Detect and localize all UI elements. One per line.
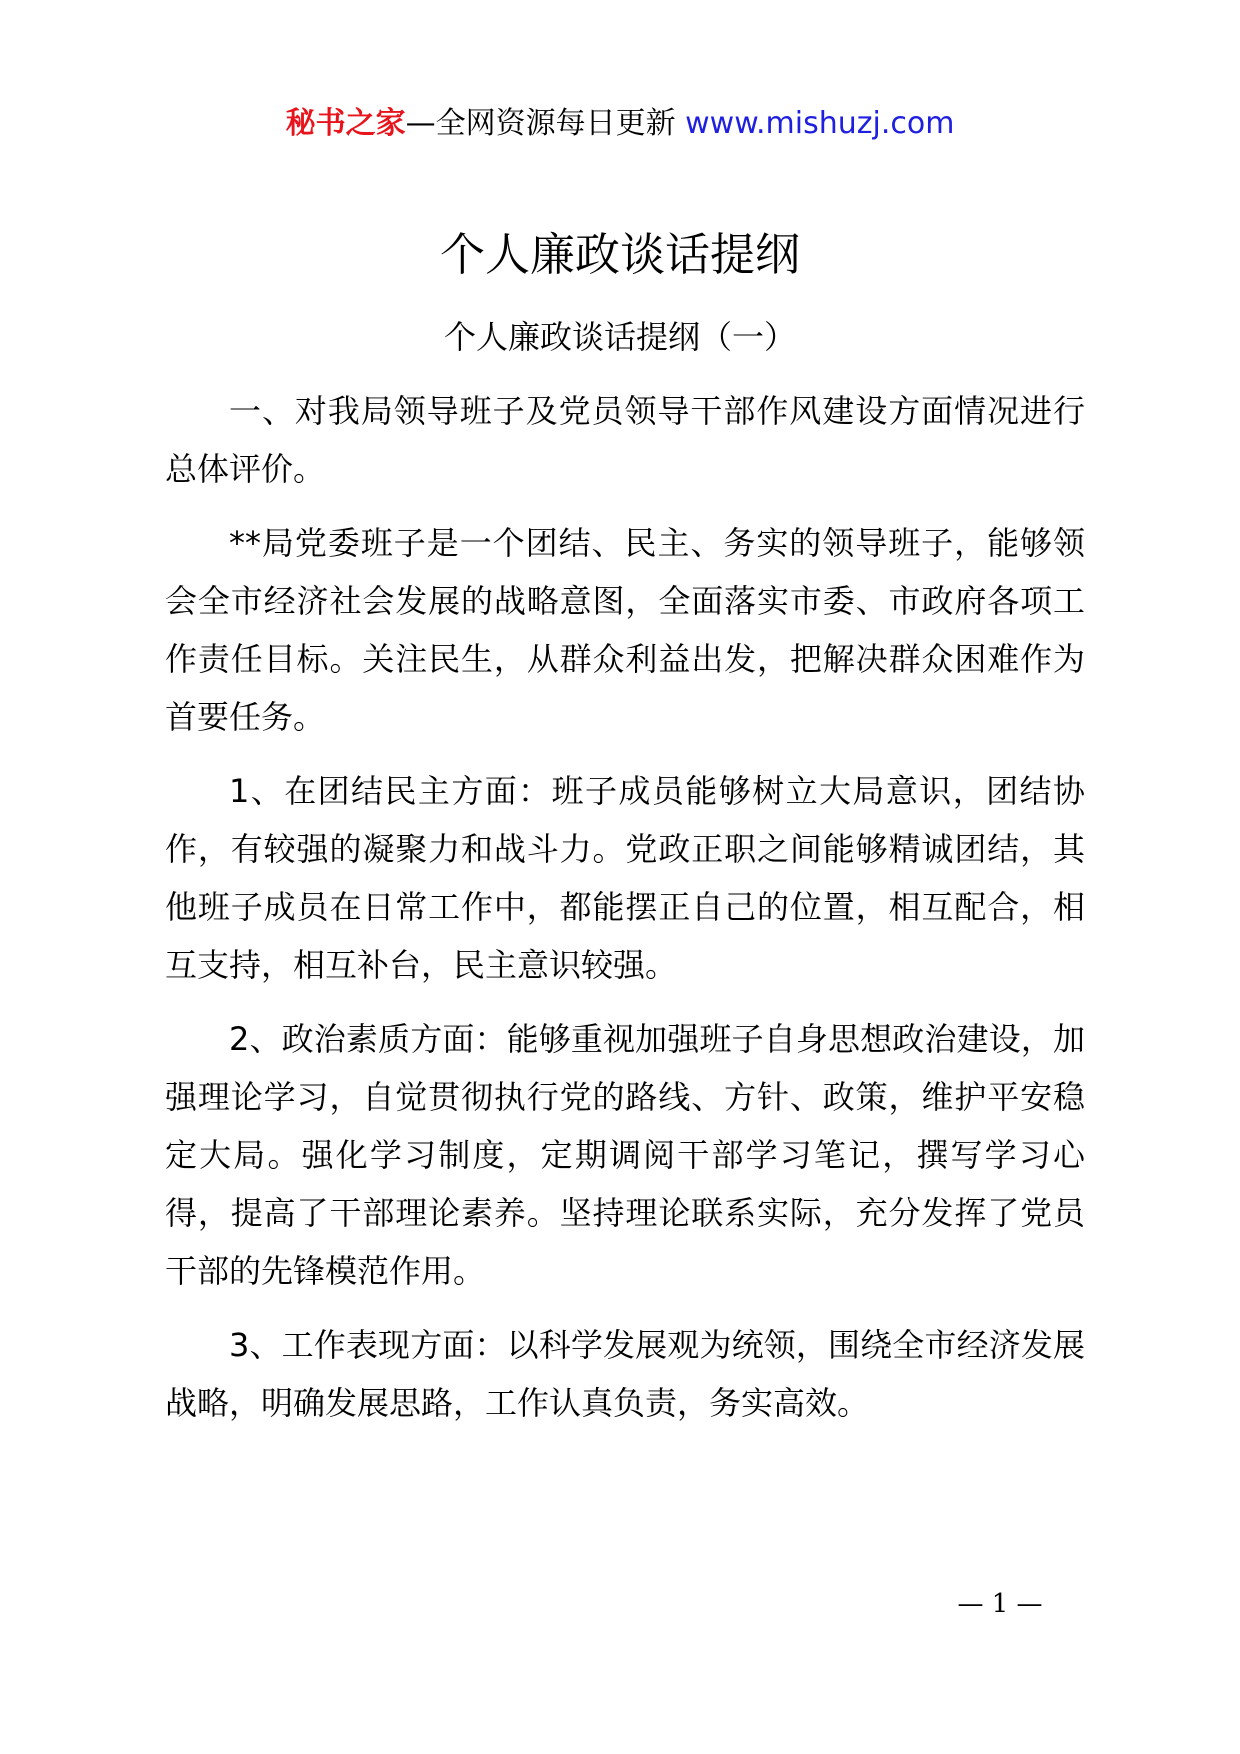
- page-number: — 1 —: [957, 1589, 1043, 1619]
- document-subtitle: 个人廉政谈话提纲（一）: [443, 318, 796, 356]
- brand-name: 秘书之家: [285, 106, 406, 141]
- document-body: [165, 382, 1085, 1448]
- paragraph-3: 1、在团结民主方面：班子成员能够树立大局意识，团结协作，有较强的凝聚力和战斗力。党政正职之间能够精诚团结，其他班子成员在日常工作中，都能摆正自己的位置，相互配合，相互支持，相互补台，民主意识较强。: [165, 772, 1085, 984]
- header-tagline: —全网资源每日更新: [405, 106, 676, 141]
- site-header: [0, 100, 1240, 148]
- paragraph-5: 3、工作表现方面：以科学发展观为统领，围绕全市经济发展战略，明确发展思路，工作认真负责，务实高效。: [165, 1326, 1085, 1422]
- paragraph-1: 一、对我局领导班子及党员领导干部作风建设方面情况进行总体评价。: [165, 392, 1085, 488]
- document-title: 个人廉政谈话提纲: [439, 228, 800, 281]
- paragraph-2: **局党委班子是一个团结、民主、务实的领导班子，能够领会全市经济社会发展的战略意图，全面落实市委、市政府各项工作责任目标。关注民生，从群众利益出发，把解决群众困难作为首要任务。: [165, 524, 1085, 736]
- site-url-link[interactable]: www.mishuzj.com: [685, 106, 955, 141]
- paragraph-4: 2、政治素质方面：能够重视加强班子自身思想政治建设，加强理论学习，自觉贯彻执行党的路线、方针、政策，维护平安稳定大局。强化学习制度，定期调阅干部学习笔记，撰写学习心得，提高了干部理论素养。坚持理论联系实际，充分发挥了党员干部的先锋模范作用。: [165, 1020, 1085, 1290]
